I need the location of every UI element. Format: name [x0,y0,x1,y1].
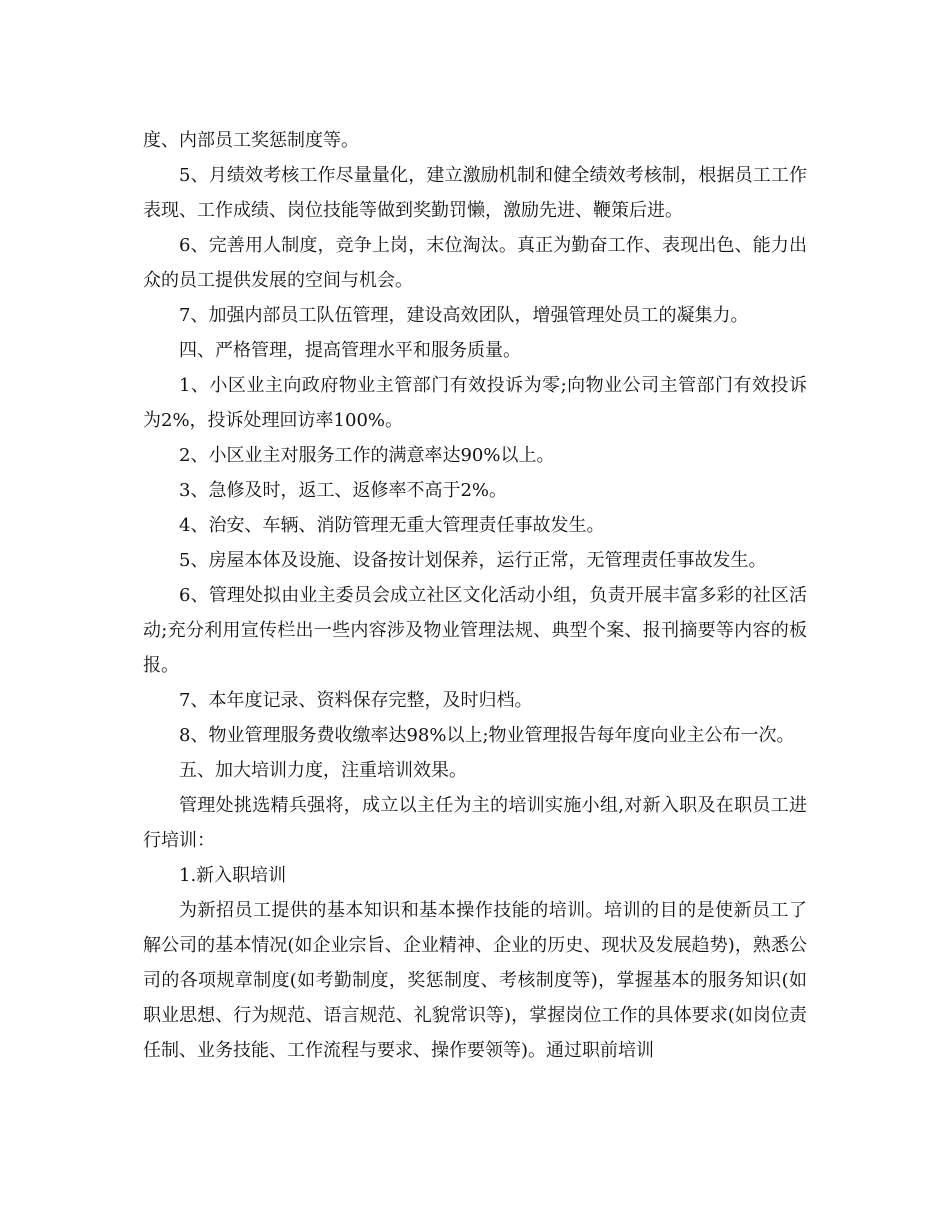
paragraph: 为新招员工提供的基本知识和基本操作技能的培训。培训的目的是使新员工了解公司的基本情况(如企业宗旨、企业精神、企业的历史、现状及发展趋势)，熟悉公司的各项规章制度(如考勤制度，奖惩制度、考核制度等)，掌握基本的服务知识(如职业思想、行为规范、语言规范、礼貌常识等)，掌握岗位工作的具体要求(如岗位责任制、业务技能、工作流程与要求、操作要领等)。通过职前培训 [143,900,807,1061]
paragraph: 6、完善用人制度，竞争上岗，末位淘汰。真正为勤奋工作、表现出色、能力出众的员工提供发展的空间与机会。 [143,235,807,291]
section-heading: 五、加大培训力度，注重培训效果。 [179,760,467,781]
paragraph: 3、急修及时，返工、返修率不高于2%。 [179,480,508,501]
paragraph: 7、加强内部员工队伍管理，建设高效团队，增强管理处员工的凝集力。 [179,305,749,326]
document-body [143,123,807,1068]
paragraph: 5、月绩效考核工作尽量量化，建立激励机制和健全绩效考核制，根据员工工作表现、工作成绩、岗位技能等做到奖勤罚懒，激励先进、鞭策后进。 [143,165,807,221]
paragraph: 度、内部员工奖惩制度等。 [143,130,359,151]
paragraph: 8、物业管理服务费收缴率达98%以上;物业管理报告每年度向业主公布一次。 [179,725,795,746]
paragraph: 管理处挑选精兵强将，成立以主任为主的培训实施小组,对新入职及在职员工进行培训： [143,795,807,851]
paragraph: 2、小区业主对服务工作的满意率达90%以上。 [179,445,555,466]
paragraph: 5、房屋本体及设施、设备按计划保养，运行正常，无管理责任事故发生。 [179,550,767,571]
paragraph: 6、管理处拟由业主委员会成立社区文化活动小组，负责开展丰富多彩的社区活动;充分利用宣传栏出一些内容涉及物业管理法规、典型个案、报刊摘要等内容的板报。 [143,585,807,676]
section-heading: 四、严格管理，提高管理水平和服务质量。 [179,340,521,361]
paragraph: 4、治安、车辆、消防管理无重大管理责任事故发生。 [179,515,605,536]
paragraph: 1、小区业主向政府物业主管部门有效投诉为零;向物业公司主管部门有效投诉为2%，投诉处理回访率100%。 [143,375,807,431]
subsection-heading: 1.新入职培训 [179,865,287,886]
paragraph: 7、本年度记录、资料保存完整，及时归档。 [179,690,533,711]
